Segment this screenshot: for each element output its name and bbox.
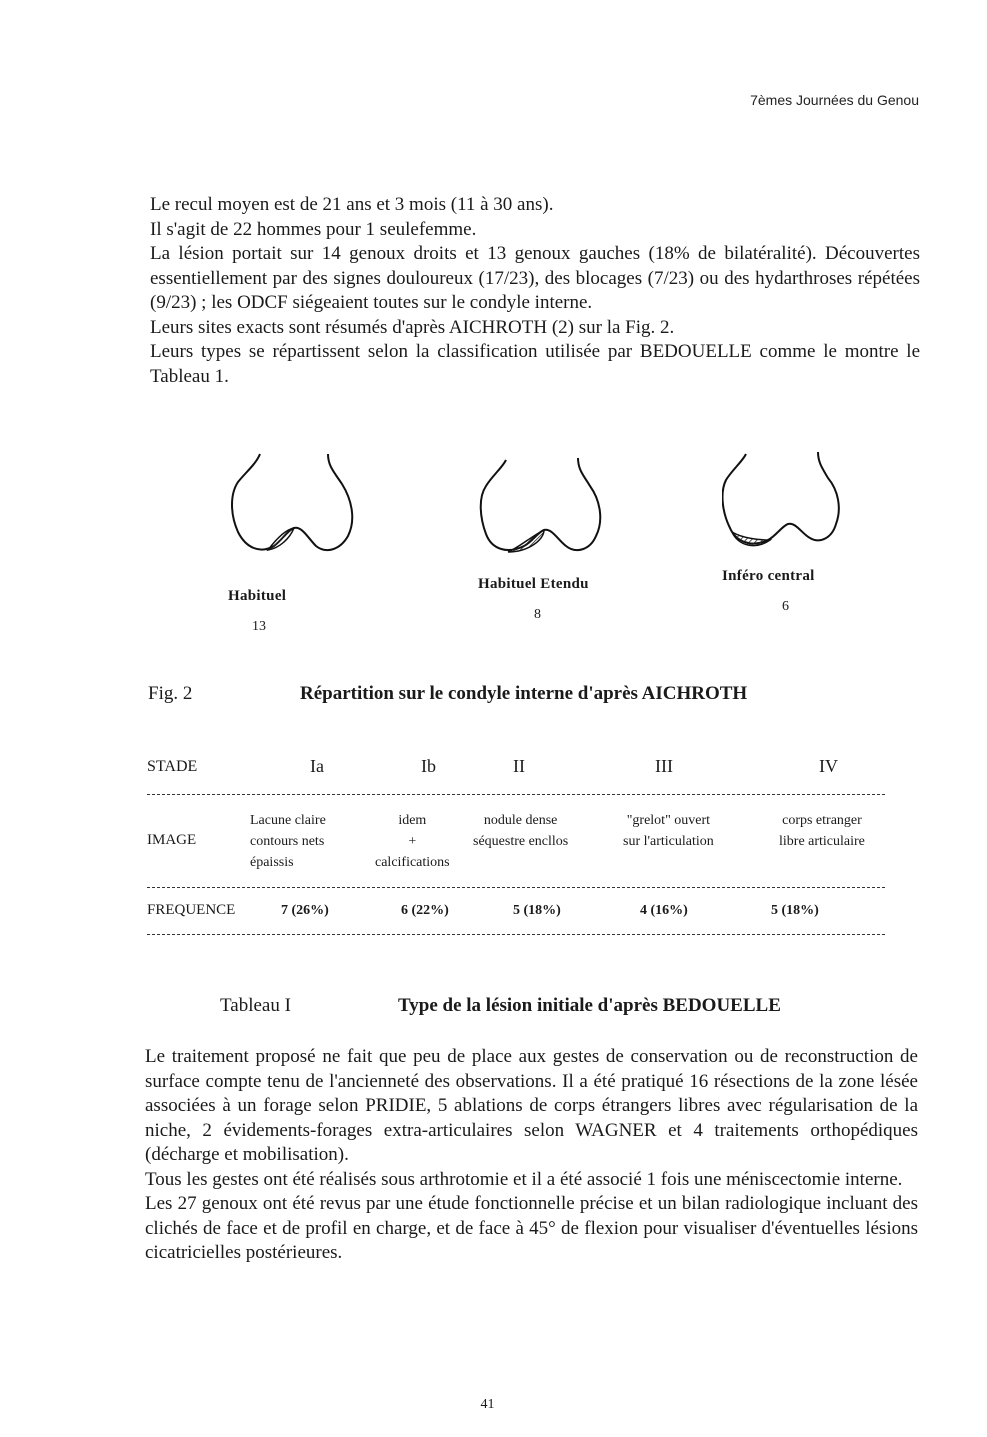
text-line: Les 27 genoux ont été revus par une étude fonctionnelle précise et un bilan radiologique incluant des clichés de face et de profil en charge, et de face à 45° de flexion pour visualiser d'éventuelles lésions cicatricielles postérieures. — [145, 1193, 918, 1263]
condyle-figure — [220, 450, 860, 650]
knee-label: Habituel — [228, 588, 287, 604]
knee-label: Inféro central — [722, 568, 815, 584]
stage-header: III — [655, 756, 673, 776]
condyle-drawing — [478, 456, 613, 566]
table-divider — [147, 794, 885, 795]
image-cell: corps etranger libre articulaire — [779, 813, 865, 849]
text-line: Leurs sites exacts sont résumés d'après AICHROTH (2) sur la Fig. 2. — [150, 316, 675, 338]
text-line: Leurs types se répartissent selon la classification utilisée par BEDOUELLE comme le montre le Tableau 1. — [150, 341, 920, 387]
row-label-frequence: FREQUENCE — [147, 902, 236, 918]
frequency-cell: 5 (18%) — [513, 903, 561, 918]
text-line: Le recul moyen est de 21 ans et 3 mois (11 à 30 ans). — [150, 194, 554, 215]
figure-number: Fig. 2 — [148, 683, 193, 704]
frequency-cell: 7 (26%) — [281, 903, 329, 918]
text-line: Il s'agit de 22 hommes pour 1 seulefemme. — [150, 218, 477, 240]
knee-diagram-habituel-etendu — [478, 456, 623, 623]
row-label-image: IMAGE — [147, 832, 197, 848]
knee-count: 6 — [782, 599, 789, 614]
text-line: Le traitement proposé ne fait que peu de place aux gestes de conservation ou de reconstruction de surface compte tenu de l'ancienneté des observations. Il a été pratiqué 16 résections de la zone lésée associées à un forage selon PRIDIE, 5 ablations de corps étrangers libres avec régularisation de la niche, 2 évidements-forages extra-articulaires selon WAGNER et 4 traitements orthopédiques (décharge et mobilisation). — [145, 1046, 918, 1165]
stage-header: IV — [819, 756, 838, 776]
table-number: Tableau I — [220, 995, 291, 1016]
intro-paragraph — [150, 193, 920, 389]
image-cell: nodule dense séquestre encllos — [473, 813, 569, 849]
stage-header: Ib — [421, 756, 436, 776]
table-divider — [147, 887, 885, 888]
row-label-stade: STADE — [147, 758, 198, 775]
stage-header: Ia — [310, 756, 324, 776]
frequency-cell: 4 (16%) — [640, 903, 688, 918]
table-divider — [147, 934, 885, 935]
text-line: Tous les gestes ont été réalisés sous arthrotomie et il a été associé 1 fois une méniscectomie interne. — [145, 1168, 903, 1190]
page-number: 41 — [480, 1397, 495, 1412]
running-header: 7èmes Journées du Genou — [750, 92, 919, 108]
knee-diagram-habituel — [228, 450, 363, 635]
table-title: Type de la lésion initiale d'après BEDOUELLE — [398, 995, 781, 1016]
knee-diagram-infero-central — [722, 450, 862, 615]
figure-title: Répartition sur le condyle interne d'après AICHROTH — [300, 683, 748, 704]
stage-header: II — [513, 756, 525, 776]
frequency-cell: 6 (22%) — [401, 903, 449, 918]
image-cell: "grelot" ouvert sur l'articulation — [623, 813, 714, 849]
image-cell: Lacune claire contours nets épaissis — [250, 813, 326, 870]
text-line: La lésion portait sur 14 genoux droits et 13 genoux gauches (18% de bilatéralité). Découvertes essentiellement par des signes douloureux (17/23), des blocages (7/23) ou des hydarthroses répétées (9/23) ; les ODCF siégeaient toutes sur le condyle interne. — [150, 243, 920, 313]
condyle-drawing — [722, 450, 857, 560]
frequency-cell: 5 (18%) — [771, 903, 819, 918]
knee-count: 13 — [252, 619, 266, 634]
condyle-drawing — [228, 450, 363, 568]
knee-label: Habituel Etendu — [478, 576, 589, 592]
treatment-paragraph — [145, 1045, 918, 1266]
knee-count: 8 — [534, 607, 541, 622]
image-cell: idem + calcifications — [375, 813, 450, 870]
